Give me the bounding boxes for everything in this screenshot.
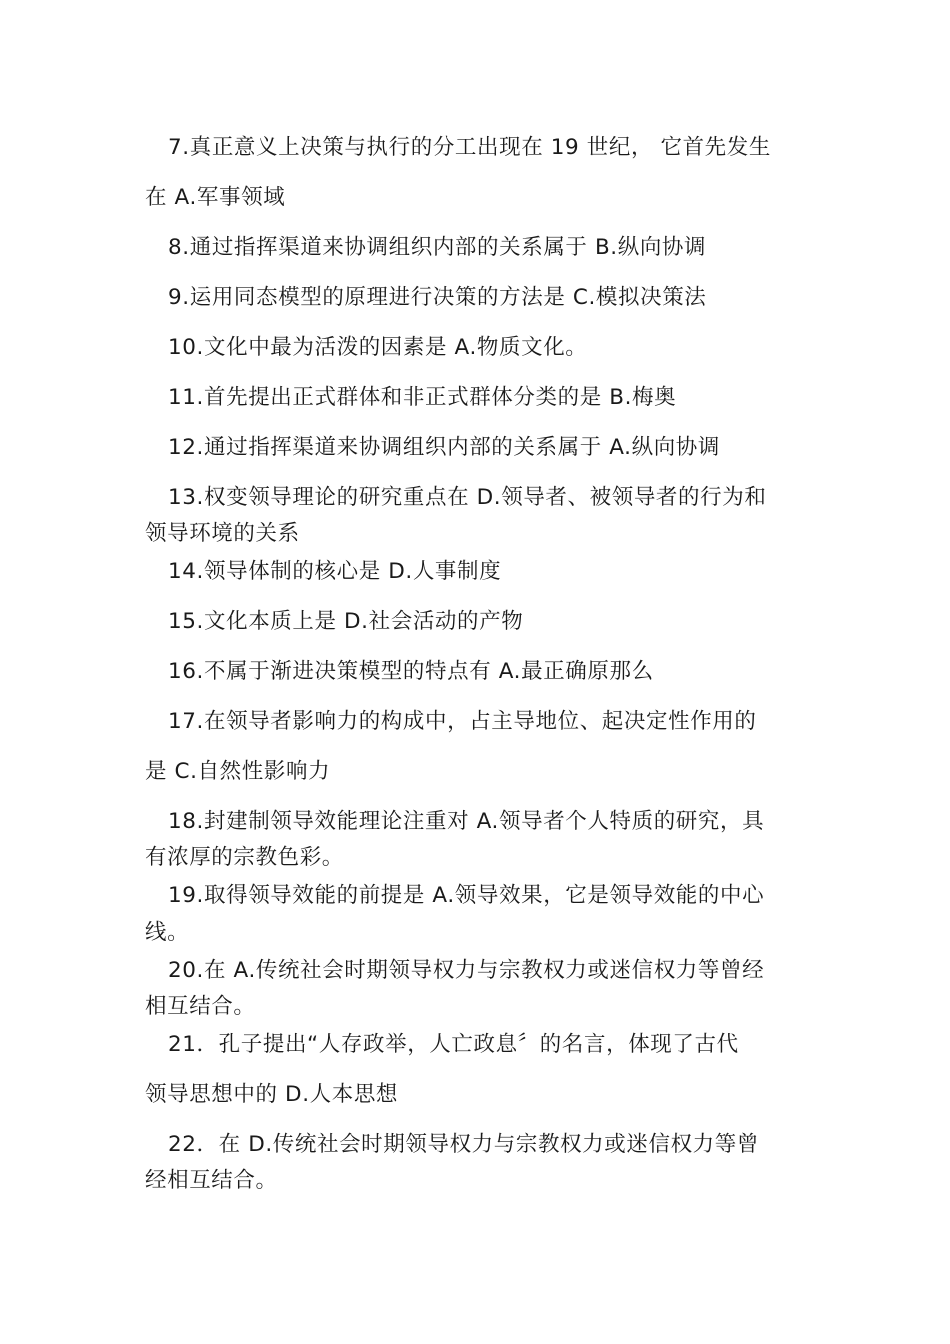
question-21-line-2: 领导思想中的 D.人本思想 bbox=[145, 1082, 399, 1107]
question-11: 11.首先提出正式群体和非正式群体分类的是 B.梅奥 bbox=[168, 385, 677, 410]
question-7-line-2: 在 A.军事领域 bbox=[145, 185, 286, 210]
question-20-line-1: 20.在 A.传统社会时期领导权力与宗教权力或迷信权力等曾经 bbox=[168, 958, 765, 983]
question-19-line-2: 线。 bbox=[145, 920, 190, 945]
question-14: 14.领导体制的核心是 D.人事制度 bbox=[168, 559, 502, 584]
question-13-line-2: 领导环境的关系 bbox=[145, 521, 300, 546]
question-12: 12.通过指挥渠道来协调组织内部的关系属于 A.纵向协调 bbox=[168, 435, 720, 460]
question-19-line-1: 19.取得领导效能的前提是 A.领导效果，它是领导效能的中心 bbox=[168, 883, 765, 908]
question-7-line-1: 7.真正意义上决策与执行的分工出现在 19 世纪， 它首先发生 bbox=[168, 135, 771, 160]
question-17-line-2: 是 C.自然性影响力 bbox=[145, 759, 331, 784]
question-13-line-1: 13.权变领导理论的研究重点在 D.领导者、被领导者的行为和 bbox=[168, 485, 767, 510]
question-20-line-2: 相互结合。 bbox=[145, 994, 256, 1019]
question-22-line-1: 22．在 D.传统社会时期领导权力与宗教权力或迷信权力等曾 bbox=[168, 1132, 759, 1157]
question-16: 16.不属于渐进决策模型的特点有 A.最正确原那么 bbox=[168, 659, 654, 684]
question-9: 9.运用同态模型的原理进行决策的方法是 C.模拟决策法 bbox=[168, 285, 707, 310]
question-18-line-1: 18.封建制领导效能理论注重对 A.领导者个人特质的研究，具 bbox=[168, 809, 765, 834]
question-21-line-1: 21．孔子提出“人存政举，人亡政息〞的名言，体现了古代 bbox=[168, 1032, 739, 1057]
question-8: 8.通过指挥渠道来协调组织内部的关系属于 B.纵向协调 bbox=[168, 235, 707, 260]
question-15: 15.文化本质上是 D.社会活动的产物 bbox=[168, 609, 524, 634]
question-10: 10.文化中最为活泼的因素是 A.物质文化。 bbox=[168, 335, 588, 360]
question-17-line-1: 17.在领导者影响力的构成中，占主导地位、起决定性作用的 bbox=[168, 709, 757, 734]
question-22-line-2: 经相互结合。 bbox=[145, 1168, 278, 1193]
question-18-line-2: 有浓厚的宗教色彩。 bbox=[145, 845, 344, 870]
